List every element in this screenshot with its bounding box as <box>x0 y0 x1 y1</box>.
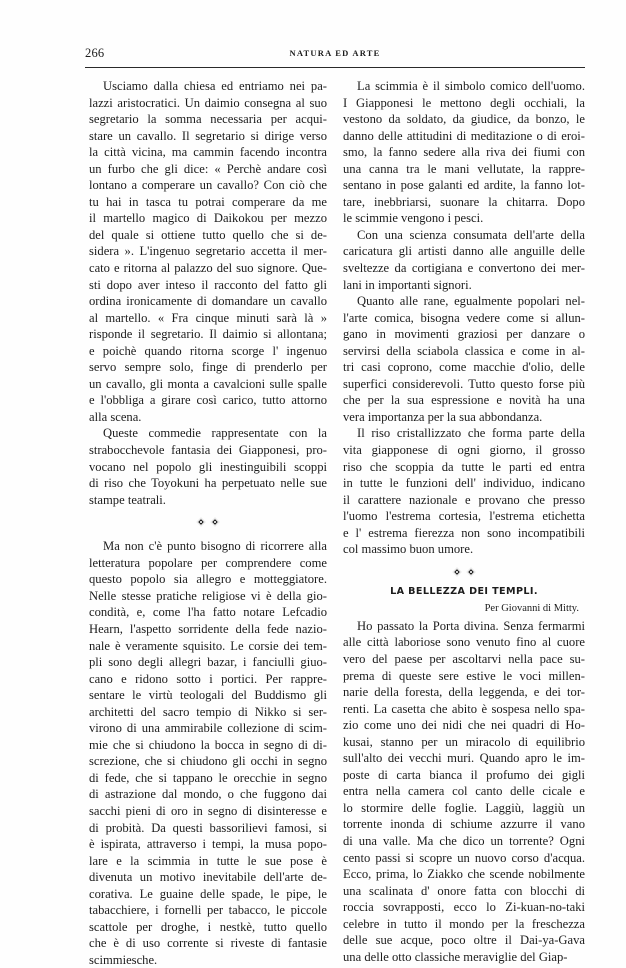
text-line: Hearn, l'aspetto sorridente della fede nazio- <box>89 621 327 636</box>
text-line: tabacchiere, i fornelli per tabacco, le piccole <box>89 903 327 918</box>
paragraph <box>89 78 327 425</box>
text-line: servirsi della sciabola classica e come in al- <box>343 343 585 358</box>
left-column <box>89 78 327 968</box>
paragraph <box>343 78 585 227</box>
text-line: lo stormire delle foglie. Laggiù, laggiù un <box>343 800 585 815</box>
text-line: un cavallo, gli monta a cavalcioni sulle spalle <box>89 376 327 391</box>
text-line: riso che scoppia da tutte le parti ed entra <box>343 459 585 474</box>
paragraph <box>343 293 585 425</box>
text-line: stare un cavallo. Il segretario si dirige verso <box>89 128 327 143</box>
text-line: e poichè quando ritorna scorge l' ingenuo <box>89 343 327 358</box>
text-line: tare, inebbriarsi, suonare la chitarra. Dopo <box>343 194 585 209</box>
text-line: poste di carta bianca il profumo dei gigli <box>343 767 585 782</box>
paragraph <box>89 538 327 968</box>
text-line: lare e la scimmia in tutte le sue pose è <box>89 853 327 868</box>
text-line: caricatura gli artisti danno alle anguille delle <box>343 244 585 259</box>
text-line: un furbo che gli dice: « Perchè andare così <box>89 161 327 176</box>
double-diamond-ornament-icon <box>343 558 585 584</box>
paragraph <box>343 227 585 293</box>
text-line: sull'alto dei vecchi muri. Quando apro le im- <box>343 751 585 766</box>
text-line: La scimmia è il simbolo comico dell'uomo. <box>357 79 585 93</box>
text-line: di riso che Toyokuni ha perpetuato nelle sue <box>89 476 327 491</box>
text-line: una delle otto classiche meraviglie del Giap- <box>343 949 568 964</box>
text-line: divenuta un motivo inevitabile dell'arte de- <box>89 870 327 885</box>
text-line: l'uomo l'estrema cortesia, l'estrema etichetta <box>343 509 585 524</box>
text-line: questo popolo sia allegro e motteggiatore. <box>89 572 327 587</box>
text-line: torrente inonda di schiume azzurre il vano <box>343 817 585 832</box>
text-line: vero del paese per ascoltarvi nella pace su- <box>343 651 585 666</box>
text-line: sentare le virtù teologali del Buddismo gli <box>89 688 327 703</box>
text-line: Ecco, prima, lo Ziakko che scende nobilmente <box>343 867 585 882</box>
text-line: sveltezze da cortigiana e convertono dei mer- <box>343 261 585 276</box>
text-line: sacchi pieni di oro in segno di disinteresse e <box>89 803 327 818</box>
text-line: celebre in tutto il mondo per la freschezza <box>343 916 585 931</box>
text-line: nale è veramente squisito. Le corsie dei tem- <box>89 638 327 653</box>
right-column <box>343 78 585 965</box>
text-line: Queste commedie rappresentate con la <box>103 426 327 441</box>
text-line: architetti del sacro tempio di Nikko si ser- <box>89 704 327 719</box>
byline: Per Giovanni di Mitty. <box>484 602 579 614</box>
text-line: e l' estrema fierezza non sono incompatibili <box>343 525 585 540</box>
text-line: pli sono degli allegri bazar, i fanciulli giuo- <box>89 655 327 670</box>
text-line: è ispirata, attraverso i tempi, la musa popo- <box>89 837 327 852</box>
text-line: sentano in pose galanti ed ardite, la fanno lot- <box>343 178 585 193</box>
text-line: roccia sovrapposti, ecco lo Zi-kuan-no-taki <box>343 900 585 915</box>
paragraph <box>89 425 327 508</box>
text-line: Ho passato la Porta divina. Senza fermarmi <box>357 618 585 633</box>
text-line: e l'obbliga a girare così carico, tutto attorno <box>89 393 327 408</box>
text-line: segretario la somma necessaria per acqui- <box>89 112 327 127</box>
text-line: alle città laboriose sono venuto fino al cuore <box>343 635 585 650</box>
text-line: alla scena. <box>89 409 142 424</box>
text-line: lazzi aristocratici. Un daimio consegna al suo <box>89 95 327 110</box>
text-line: virono di una ammirabile collezione di scim- <box>89 721 327 736</box>
text-line: tu hai in tasca tu potrai comperare da me <box>89 194 327 209</box>
text-line: vita giapponese di ogni giorno, il grosso <box>343 443 585 458</box>
header-rule <box>85 67 585 68</box>
text-line: vocano nel popolo gli inestinguibili scoppi <box>89 459 327 474</box>
text-line: renti. La casetta che abito è sospesa nello spa- <box>343 701 585 716</box>
text-line: che per la sua espressione e novità ha una <box>343 393 585 408</box>
text-line: una canna tra le mani vellutate, la rappre- <box>343 161 585 176</box>
text-line: le scimmie vengono i pesci. <box>343 211 484 226</box>
page-number: 266 <box>85 46 105 60</box>
text-line: il carattere nazionale e provano che presso <box>343 492 585 507</box>
paragraph <box>343 618 585 965</box>
text-line: cento passi si scopre un nuovo corso d'acqua. <box>343 850 585 865</box>
text-line: smo, la fanno sedere alla riva dei fiumi con <box>343 145 585 160</box>
text-line: delle sue acque, poco oltre il Dai-ya-Gava <box>343 933 585 948</box>
section-title: LA BELLEZZA DEI TEMPLI. <box>390 585 538 597</box>
text-line: Usciamo dalla chiesa ed entriamo nei pa- <box>103 79 327 93</box>
text-line: servo sempre solo, finge di prenderlo per <box>89 360 327 375</box>
text-line: al martello. « Fra cinque minuti sarà là » <box>89 310 327 325</box>
text-line: lani in importanti signori. <box>343 277 472 292</box>
text-line: ordina ironicamente di domandare un cavallo <box>89 294 327 309</box>
text-line: I Giapponesi le mettono degli occhiali, la <box>343 95 585 110</box>
text-line: mie che si chiudono la bocca in segno di di- <box>89 737 327 752</box>
text-line: risponde il segretario. Il daimio si allontana; <box>89 327 327 342</box>
text-line: strabocchevole fantasia dei Giapponesi, pro- <box>89 443 327 458</box>
text-line: prema di queste sere estive le voci millen- <box>343 668 585 683</box>
text-line: che è di uso corrente si riveste di fantasie <box>89 936 327 951</box>
text-line: narie della foresta, della leggenda, e dei tor- <box>343 685 585 700</box>
text-line: letteratura popolare per comprendere come <box>89 555 327 570</box>
text-line: cano e ridono sotto i portici. Per rappre- <box>89 671 327 686</box>
text-line: Quanto alle rane, egualmente popolari nel- <box>357 294 585 309</box>
text-line: kusai, stanno per un miracolo di equilibrio <box>343 734 585 749</box>
text-line: lontano a comperare un cavallo? Con ciò che <box>89 178 327 193</box>
page-header <box>85 46 585 60</box>
text-line: Il riso cristallizzato che forma parte della <box>357 426 585 441</box>
text-line: zio come uno dei nidi che nei quadri di Ho- <box>343 718 585 733</box>
paragraph <box>343 425 585 557</box>
double-diamond-ornament-icon <box>89 508 327 538</box>
text-line: screzione, che si chiudono gli occhi in segno <box>89 754 327 769</box>
text-line: l'arte comica, bisogna vedere come si allun- <box>343 310 585 325</box>
text-line: tri casi coprono, come macchie d'olio, delle <box>343 360 585 375</box>
text-line: sti dopo aver inteso il racconto del fatto gli <box>89 277 327 292</box>
text-line: la città vicina, ma cammin facendo incontra <box>89 145 327 160</box>
text-line: il martello magico di Daikokou per mezzo <box>89 211 327 226</box>
text-line: scimmiesche. <box>89 952 158 967</box>
text-line: vestono da soldato, da giudice, da bonzo, le <box>343 112 585 127</box>
text-line: una scalinata d' onore fatta con blocchi di <box>343 883 585 898</box>
text-line: superfici considerevoli. Tutto questo forse più <box>343 376 585 391</box>
text-line: sidera ». L'ingenuo segretario accetta il mer- <box>89 244 327 259</box>
text-line: vera importanza per la sua abbondanza. <box>343 409 543 424</box>
text-line: Ma non c'è punto bisogno di ricorrere alla <box>103 539 327 554</box>
text-line: di astrazione dal mondo, o che fuggono dai <box>89 787 327 802</box>
running-title: NATURA ED ARTE <box>289 48 381 58</box>
text-line: danno delle attitudini di meditazione o di eroi- <box>343 128 585 143</box>
text-line: di fede, che si tappano le orecchie in segno <box>89 770 327 785</box>
text-line: Con una scienza consumata dell'arte della <box>357 227 585 242</box>
text-line: gano in movimenti graziosi per danzare o <box>343 327 585 342</box>
text-line: di una valle. Ma che dico un torrente? Ogni <box>343 833 585 848</box>
text-line: Nelle stesse pratiche religiose vi è della gio- <box>89 588 327 603</box>
text-line: condità, e, come l'ha fatto notare Lefcadio <box>89 605 327 620</box>
text-line: del quale si ottiene tutto quello che si de- <box>89 227 327 242</box>
text-line: scattole per droghe, i nestkè, tutto quello <box>89 919 327 934</box>
text-line: in tutte le funzioni dell' individuo, indicano <box>343 476 585 491</box>
text-line: stampe teatrali. <box>89 492 166 507</box>
text-line: di probità. Da questi bassorilievi famosi, si <box>89 820 327 835</box>
text-line: cato e ritorna al palazzo del suo signore. Que- <box>89 261 327 276</box>
text-line: corativa. Le guaine delle spade, le pipe, le <box>89 886 327 901</box>
text-line: entra nella camera col canto delle cicale e <box>343 784 585 799</box>
text-line: col massimo buon umore. <box>343 542 474 557</box>
